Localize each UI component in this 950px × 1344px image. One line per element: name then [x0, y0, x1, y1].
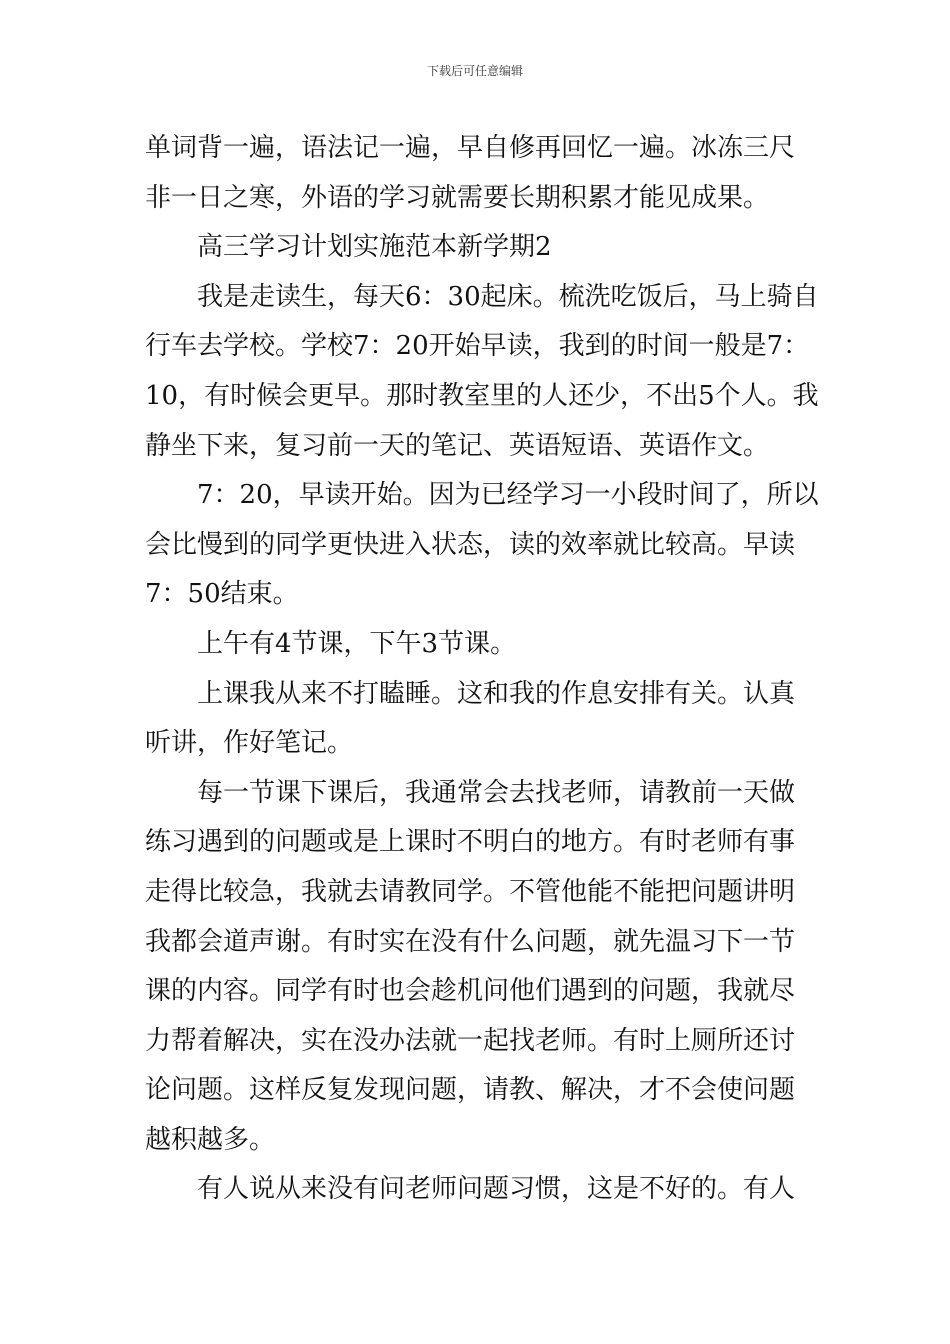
text-line: 行车去学校。学校7：20开始早读，我到的时间一般是7： — [145, 331, 810, 362]
text-line: 课的内容。同学有时也会趁机问他们遇到的问题，我就尽 — [145, 976, 796, 1007]
page-header: 下载后可任意编辑 — [426, 64, 523, 78]
text-line: 7：20，早读开始。因为已经学习一小段时间了，所以 — [197, 480, 819, 511]
text-line: 练习遇到的问题或是上课时不明白的地方。有时老师有事 — [145, 827, 796, 858]
text-line: 力帮着解决，实在没办法就一起找老师。有时上厕所还讨 — [145, 1025, 796, 1056]
text-line: 上午有4节课，下午3节课。 — [197, 628, 517, 659]
text-line: 10，有时候会更早。那时教室里的人还少，不出5个人。我 — [145, 380, 819, 411]
text-line: 上课我从来不打瞌睡。这和我的作息安排有关。认真 — [197, 678, 796, 709]
text-line: 会比慢到的同学更快进入状态，读的效率就比较高。早读 — [145, 529, 796, 560]
text-line: 走得比较急，我就去请教同学。不管他能不能把问题讲明 — [145, 876, 796, 907]
document-body — [145, 128, 819, 1219]
text-line: 论问题。这样反复发现问题，请教、解决，才不会使问题 — [145, 1075, 796, 1106]
text-line: 越积越多。 — [145, 1124, 276, 1155]
text-line: 有人说从来没有问老师问题习惯，这是不好的。有人 — [197, 1174, 796, 1205]
text-line: 我是走读生，每天6：30起床。梳洗吃饭后，马上骑自 — [197, 281, 819, 312]
text-line: 7：50结束。 — [145, 579, 299, 610]
text-line: 单词背一遍，语法记一遍，早自修再回忆一遍。冰冻三尺 — [145, 133, 796, 163]
text-line: 高三学习计划实施范本新学期2 — [197, 232, 552, 263]
text-line: 每一节课下课后，我通常会去找老师，请教前一天做 — [197, 777, 796, 808]
text-line: 静坐下来，复习前一天的笔记、英语短语、英语作文。 — [145, 430, 770, 461]
text-line: 听讲，作好笔记。 — [145, 728, 354, 759]
text-line: 我都会道声谢。有时实在没有什么问题，就先温习下一节 — [145, 926, 796, 957]
text-line: 非一日之寒，外语的学习就需要长期积累才能见成果。 — [145, 182, 770, 213]
